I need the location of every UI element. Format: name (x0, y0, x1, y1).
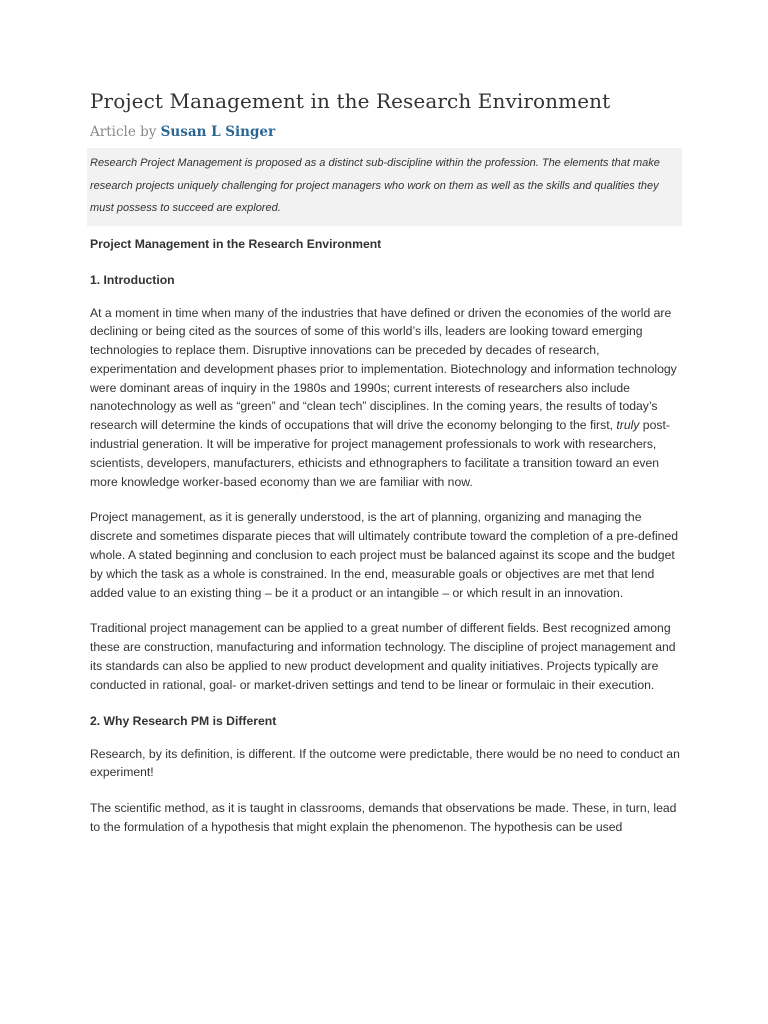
article-title: Project Management in the Research Environment (90, 89, 611, 113)
paragraph-1 (90, 304, 682, 492)
byline-prefix: Article by (90, 124, 157, 140)
section-heading-introduction: 1. Introduction (90, 272, 175, 287)
paragraph-4: Research, by its definition, is different. If the outcome were predictable, there would be no need to conduct an experiment! (90, 746, 680, 780)
article (90, 86, 682, 837)
paragraph-2: Project management, as it is generally understood, is the art of planning, organizing and managing the discrete and sometimes disparate pieces that will ultimately contribute toward the completion of a pre-defined whole. A stated beginning and conclusion to each project must be balanced against its scope and the budget by which the task as a whole is constrained. In the end, measurable goals or objectives are met that lend added value to an existing thing – be it a product or an intangible – or which result in an innovation. (90, 510, 679, 600)
section-heading-why-research-pm: 2. Why Research PM is Different (90, 713, 277, 728)
article-subtitle: Project Management in the Research Environment (90, 236, 382, 251)
author-link[interactable]: Susan L Singer (160, 124, 276, 140)
paragraph-1-text-end: post-industrial generation. It will be imperative for project management professionals to work with researchers, scientists, developers, manufacturers, ethicists and ethnographers to facilitate a transition toward an even more knowledge worker-based economy than we are familiar with now. (90, 418, 670, 489)
paragraph-1-text: At a moment in time when many of the industries that have defined or driven the economies of the world are declining or being cited as the sources of some of this world’s ills, leaders are looking toward emerging technologies to replace them. Disruptive innovations can be preceded by decades of research, experimentation and development phases prior to implementation. Biotechnology and information technology were dominant areas of inquiry in the 1980s and 1990s; current interests of researchers also include nanotechnology as well as “green” and “clean tech” disciplines. In the coming years, the results of today’s research will determine the kinds of occupations that will drive the economy belonging to the first, (90, 305, 677, 433)
byline (90, 122, 682, 142)
paragraph-1-emphasis: truly (616, 418, 640, 433)
abstract: Research Project Management is proposed as a distinct sub-discipline within the profession. The elements that make research projects uniquely challenging for project managers who work on them as well as the skills and qualities they must possess to succeed are explored. (87, 148, 682, 226)
paragraph-5: The scientific method, as it is taught in classrooms, demands that observations be made. These, in turn, lead to the formulation of a hypothesis that might explain the phenomenon. The hypothesis can be used (90, 801, 677, 835)
paragraph-3: Traditional project management can be applied to a great number of different fields. Best recognized among these are construction, manufacturing and information technology. The discipline of project management and its standards can also be applied to new product development and quality initiatives. Projects typically are conducted in rational, goal- or market-driven settings and tend to be linear or formulaic in their execution. (90, 621, 676, 692)
